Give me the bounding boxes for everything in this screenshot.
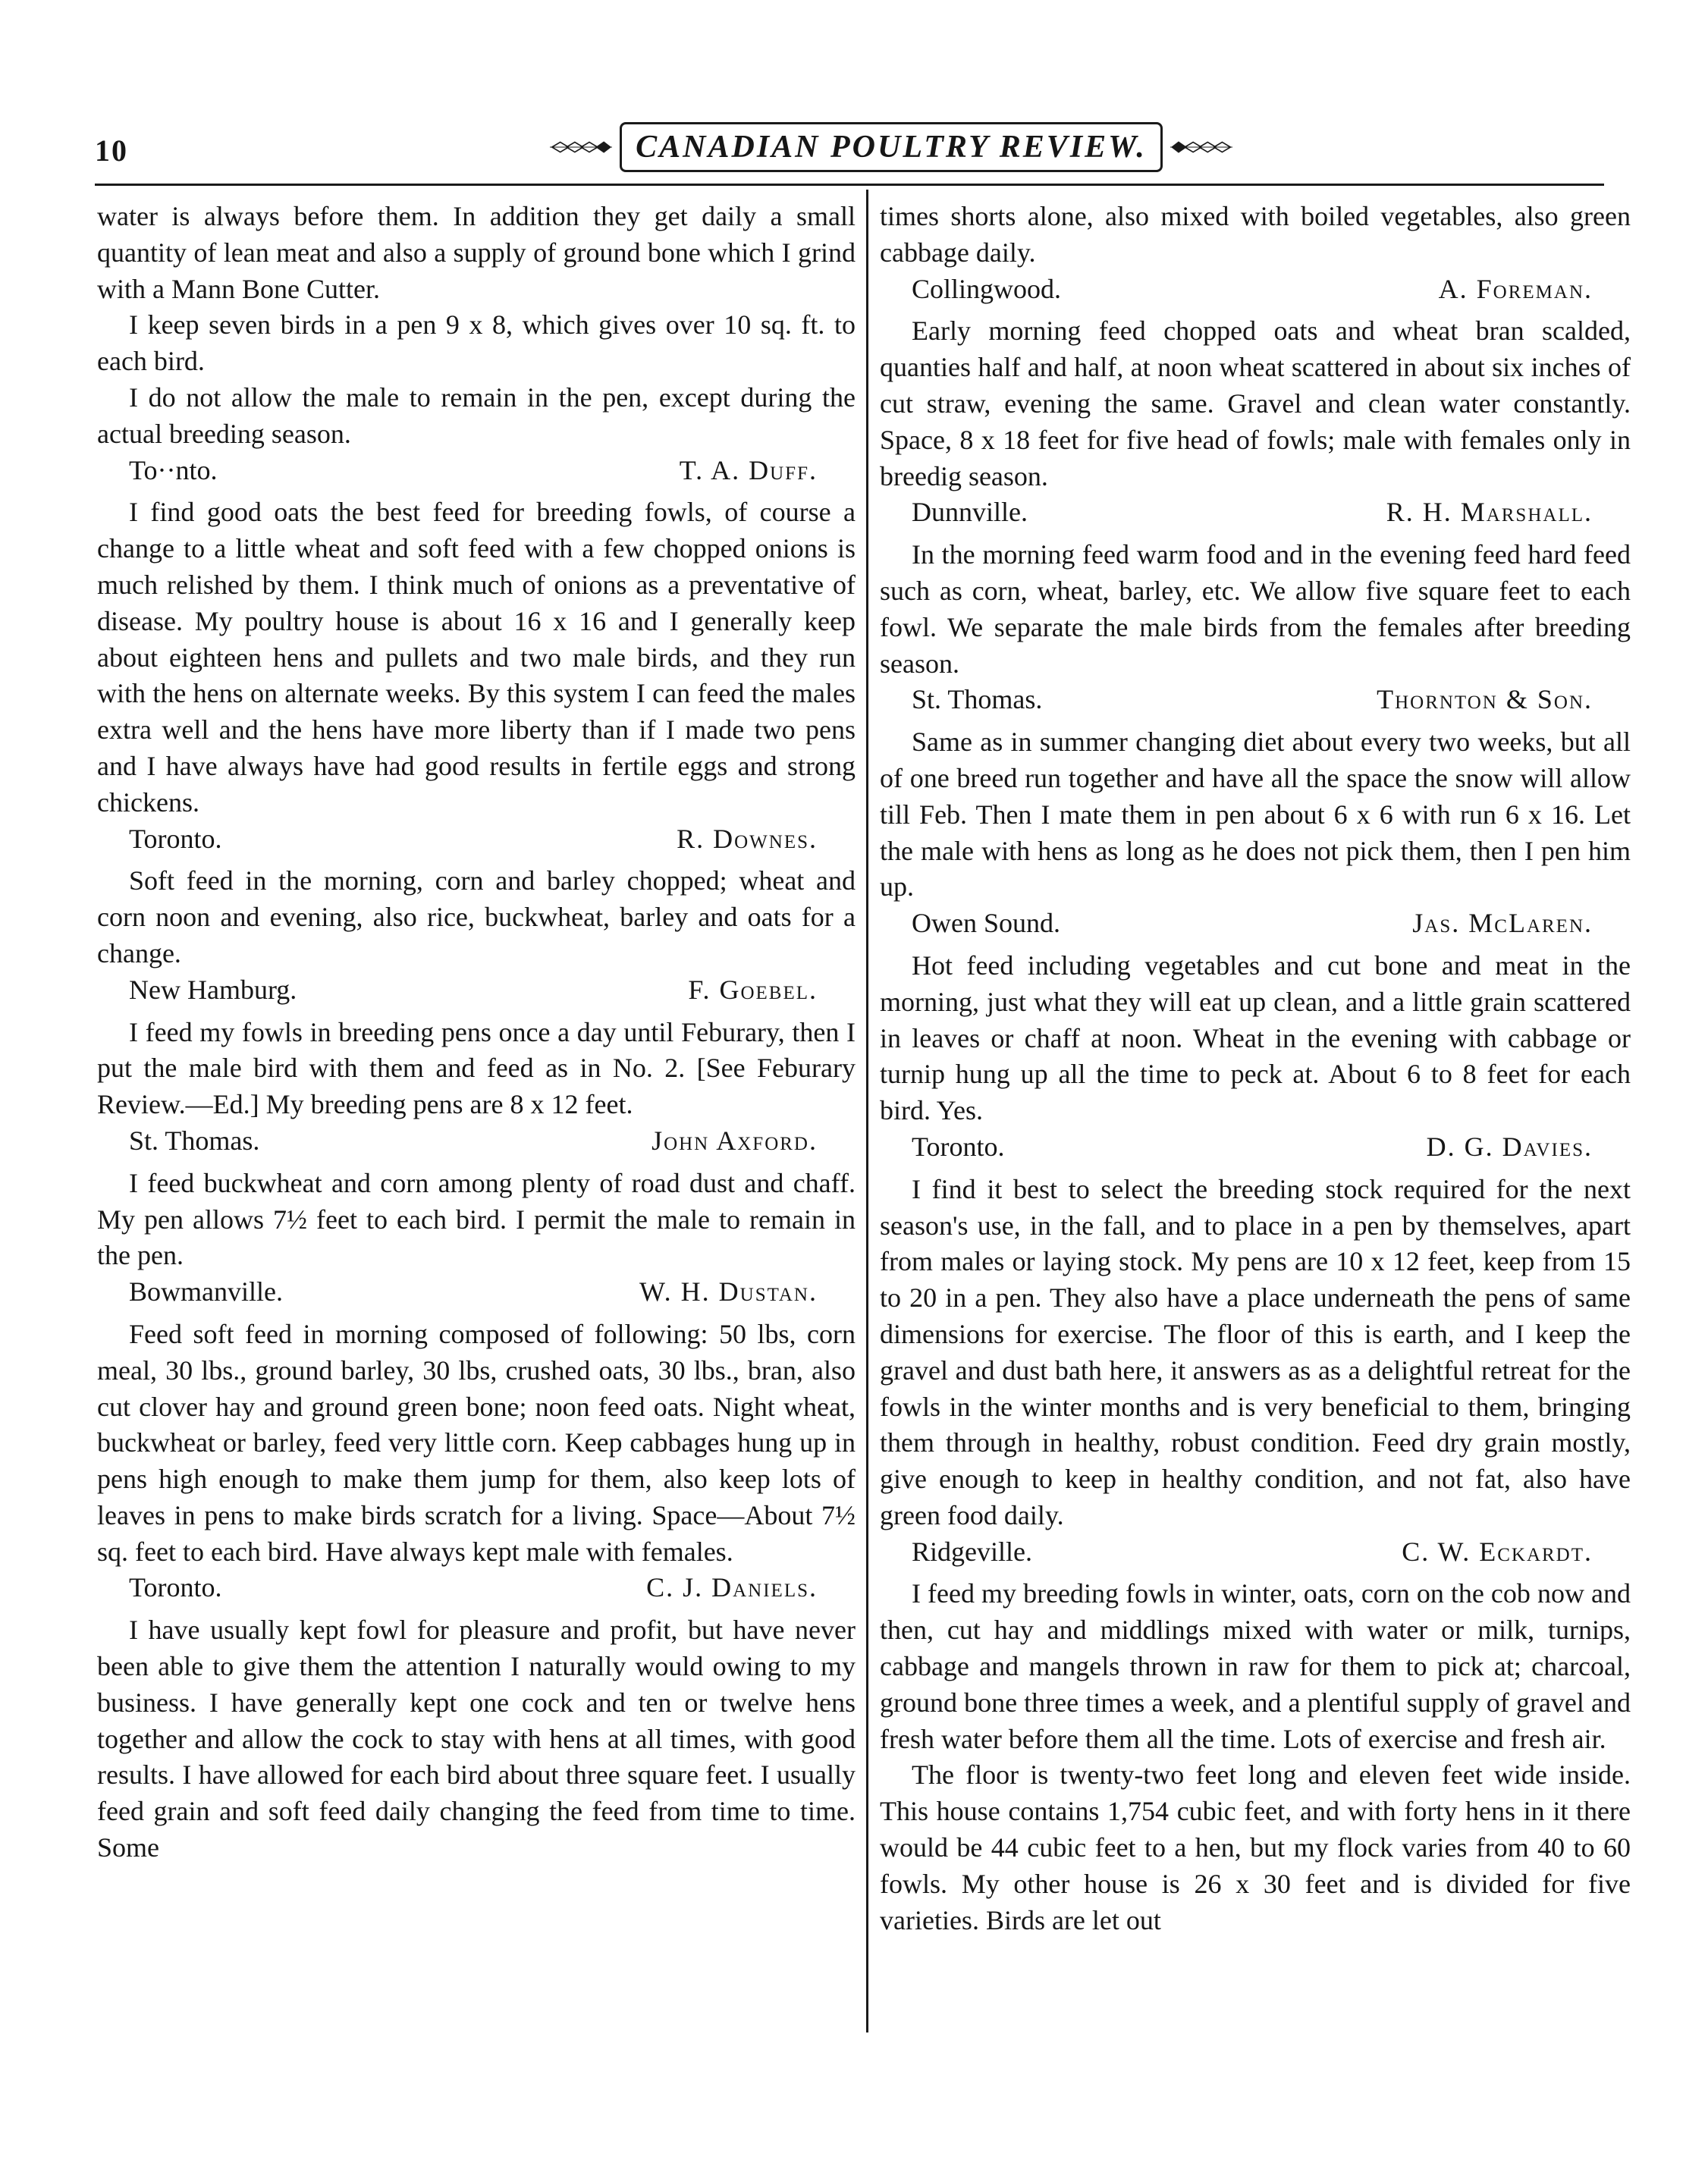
paragraph: I find good oats the best feed for breeding fowls, of course a change to a little wheat and soft feed with a few chopped onions is much relished by them. I think much of onions as a preventative of disease. My poultry house is about 16 x 16 and I generally keep about eighteen hens and pullets and two male birds, and they run with the hens on alternate weeks. By this system I can feed the males extra well and the hens have more liberty than if I made two pens and I have always have had good results in fertile eggs and strong chickens.	[97, 497, 856, 818]
masthead	[550, 118, 1232, 177]
signature-line	[97, 821, 856, 858]
signature-place: Collingwood.	[912, 273, 1062, 304]
signature-name: C. J. Daniels.	[646, 1572, 818, 1603]
signature-line	[880, 272, 1631, 308]
signature-line	[880, 1129, 1631, 1166]
signature-name: D. G. Davies.	[1426, 1131, 1593, 1162]
signature-name: F. Goebel.	[688, 974, 818, 1005]
signature-place: St. Thomas.	[912, 684, 1043, 715]
signature-name: R. Downes.	[677, 823, 818, 854]
signature-line	[880, 1534, 1631, 1571]
paragraph: I keep seven birds in a pen 9 x 8, which gives over 10 sq. ft. to each bird.	[97, 309, 856, 377]
signature-line	[97, 1274, 856, 1311]
signature-line	[880, 494, 1631, 531]
paragraph: water is always before them. In addition they get daily a small quantity of lean meat and also a supply of ground bone which I grind with a Mann Bone Cutter.	[97, 201, 856, 304]
signature-name: Jas. McLaren.	[1412, 908, 1593, 939]
paragraph: I feed my breeding fowls in winter, oats, corn on the cob now and then, cut hay and middlings mixed with water or milk, turnips, cabbage and mangels thrown in raw for them to pick at; charcoal, ground bone three times a week, and a plentiful supply of gravel and fresh water before them all the time. Lots of exercise and fresh air.	[880, 1578, 1631, 1754]
column-rule	[866, 190, 868, 2032]
publication-title: CANADIAN POULTRY REVIEW.	[620, 122, 1163, 172]
signature-line	[880, 682, 1631, 718]
paragraph: The floor is twenty-two feet long and eleven feet wide inside. This house contains 1,754 cubic feet, and with forty hens in it there would be 44 cubic feet to a hen, but my flock varies from 40 to 60 fowls. My other house is 26 x 30 feet and is divided for five varieties. Birds are let out	[880, 1759, 1631, 1935]
signature-name: A. Foreman.	[1438, 273, 1593, 304]
signature-place: Toronto.	[129, 1572, 222, 1603]
signature-line	[97, 972, 856, 1009]
signature-place: Toronto.	[129, 823, 222, 854]
paragraph: I have usually kept fowl for pleasure and profit, but have never been able to give them the attention I naturally would owing to my business. I have generally kept one cock and ten or twelve hens together and allow the cock to stay with hens at all times, with good results. I have allowed for each bird about three square feet. I usually feed grain and soft feed daily changing the feed from time to time. Some	[97, 1615, 856, 1863]
paragraph: In the morning feed warm food and in the evening feed hard feed such as corn, wheat, barley, etc. We allow five square feet to each fowl. We separate the male birds from the females after breeding season.	[880, 539, 1631, 679]
right-ornament-icon	[1170, 132, 1232, 162]
signature-place: Dunnville.	[912, 497, 1028, 528]
signature-name: W. H. Dustan.	[639, 1276, 818, 1307]
left-ornament-icon	[550, 132, 612, 162]
paragraph: Feed soft feed in morning composed of following: 50 lbs, corn meal, 30 lbs., ground barley, 30 lbs, crushed oats, 30 lbs., bran, also cut clover hay and ground green bone; noon feed oats. Night wheat, buckwheat or barley, feed very little corn. Keep cabbages hung up in pens high enough to make them jump for them, also keep lots of leaves in pens to make birds scratch for a living. Space—About 7½ sq. feet to each bird. Have always kept male with females.	[97, 1318, 856, 1567]
paragraph: times shorts alone, also mixed with boiled vegetables, also green cabbage daily.	[880, 201, 1631, 268]
signature-line	[880, 906, 1631, 942]
page-header	[95, 118, 1604, 177]
page-number: 10	[95, 133, 128, 168]
signature-place: Owen Sound.	[912, 908, 1060, 939]
signature-name: John Axford.	[651, 1125, 818, 1156]
signature-name: T. A. Duff.	[679, 454, 818, 485]
signature-place: St. Thomas.	[129, 1125, 260, 1156]
signature-place: Toronto.	[912, 1131, 1005, 1162]
paragraph: I do not allow the male to remain in the pen, except during the actual breeding season.	[97, 381, 856, 449]
signature-place: New Hamburg.	[129, 974, 297, 1005]
signature-line	[97, 1570, 856, 1606]
signature-place: Ridgeville.	[912, 1536, 1032, 1567]
right-column	[880, 199, 1631, 1938]
left-column	[97, 199, 856, 1866]
paragraph: Early morning feed chopped oats and wheat bran scalded, quanties half and half, at noon wheat scattered in about six inches of cut straw, evening the same. Gravel and clean water constantly. Space, 8 x 18 feet for five head of fowls; male with females only in breedig season.	[880, 315, 1631, 491]
paragraph: I feed buckwheat and corn among plenty of road dust and chaff. My pen allows 7½ feet to each bird. I permit the male to remain in the pen.	[97, 1167, 856, 1271]
signature-line	[97, 1123, 856, 1160]
signature-name: Thornton & Son.	[1377, 684, 1593, 715]
signature-line	[97, 453, 856, 489]
paragraph: I feed my fowls in breeding pens once a day until Feburary, then I put the male bird with them and feed as in No. 2. [See Feburary Review.—Ed.] My breeding pens are 8 x 12 feet.	[97, 1016, 856, 1120]
paragraph: Same as in summer changing diet about every two weeks, but all of one breed run together and have all the space the snow will allow till Feb. Then I mate them in pen about 6 x 6 with run 6 x 16. Let the male with hens as long as he does not pick them, then I pen him up.	[880, 727, 1631, 902]
signature-place: To··nto.	[129, 454, 218, 485]
signature-place: Bowmanville.	[129, 1276, 283, 1307]
paragraph: Hot feed including vegetables and cut bone and meat in the morning, just what they will eat up clean, and a little grain scattered in leaves or chaff at noon. Wheat in the evening with cabbage or turnip hung up all the time to peck at. About 6 to 8 feet for each bird. Yes.	[880, 950, 1631, 1126]
signature-name: R. H. Marshall.	[1386, 497, 1593, 528]
header-rule	[95, 184, 1604, 186]
paragraph: I find it best to select the breeding stock required for the next season's use, in the fall, and to place in a pen by themselves, apart from males or laying stock. My pens are 10 x 12 feet, keep from 15 to 20 in a pen. They also have a place underneath the pens of same dimensions for exercise. The floor of this is earth, and I keep the gravel and dust bath here, it answers as as a delightful retreat for the fowls in the winter months and is very beneficial to them, bringing them through in healthy, robust condition. Feed dry grain mostly, give enough to keep in healthy condition, and not fat, also have green food daily.	[880, 1173, 1631, 1530]
paragraph: Soft feed in the morning, corn and barley chopped; wheat and corn noon and evening, also rice, buckwheat, barley and oats for a change.	[97, 865, 856, 968]
signature-name: C. W. Eckardt.	[1402, 1536, 1593, 1567]
